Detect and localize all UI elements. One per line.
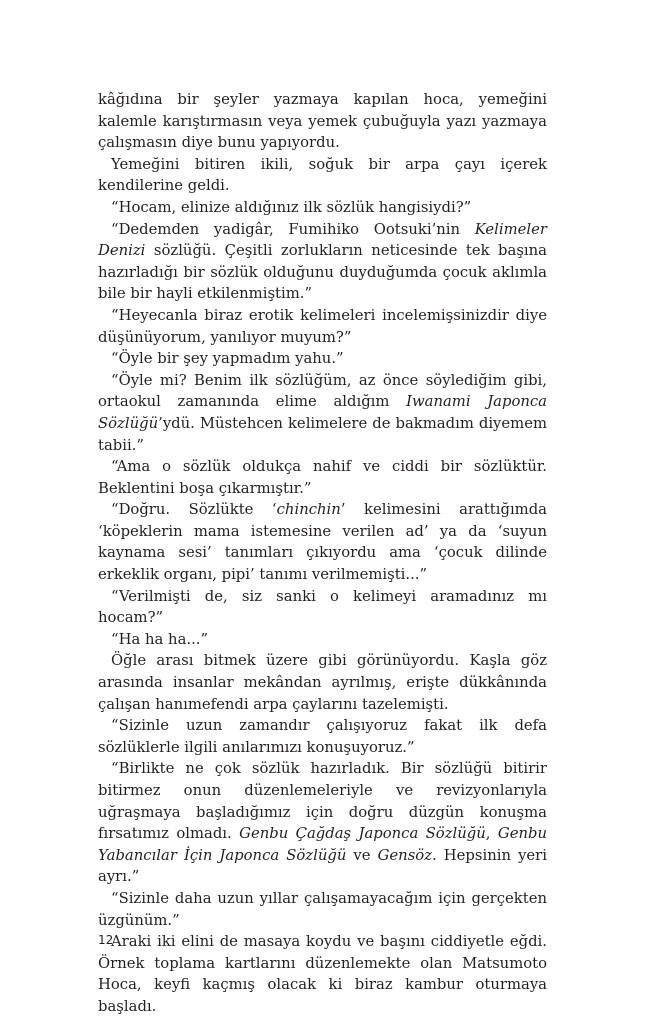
paragraph [98, 888, 547, 931]
italic-title-text: Gensöz [377, 846, 432, 864]
paragraph-text: sözlüğü. Çeşitli zorlukların neticesinde tek başına hazırladığı bir sözlük olduğunu duyduğumda çocuk aklımla bile bir hayli etkilenmiştim.” [98, 242, 547, 303]
paragraph-text: “Birlikte ne çok sözlük hazırladık. Bir sözlüğü bitirir bitirmez onun düzenlemeleriyle ve revizyonlarıyla uğraşmaya başladığımız için doğru düzgün konuşma fırsatımız olmadı. [98, 760, 547, 843]
paragraph [98, 629, 547, 651]
paragraph-text: ve [346, 846, 378, 864]
italic-title-text: chinchin [276, 501, 341, 519]
paragraph-text: “Verilmişti de, siz sanki o kelimeyi aramadınız mı hocam?” [98, 587, 547, 627]
paragraph [98, 650, 547, 715]
italic-title-text: Iwanami Japonca Sözlüğü [98, 393, 547, 432]
paragraph [98, 456, 547, 499]
paragraph-text: ’ydü. Müstehcen kelimelere de bakmadım diyemem tabii.” [98, 414, 547, 454]
paragraph-text: “Ha ha ha...” [111, 630, 209, 648]
paragraph [98, 931, 547, 1017]
italic-title-text: Genbu Çağdaş Japonca Sözlüğü [239, 825, 486, 843]
paragraph-text: “Sizinle uzun zamandır çalışıyoruz fakat ilk defa sözlüklerle ilgili anılarımızı konuşuyoruz.” [98, 717, 547, 756]
book-page-text [98, 89, 547, 1018]
paragraph-text: Öğle arası bitmek üzere gibi görünüyordu. Kaşla göz arasında insanlar mekândan ayrılmış, erişte dükkânında çalışan hanımefendi arpa çaylarını tazelemişti. [98, 652, 547, 713]
paragraph-text: “Öyle bir şey yapmadım yahu.” [111, 350, 344, 368]
paragraph [98, 715, 547, 758]
page-number: 12 [98, 933, 114, 947]
paragraph [98, 758, 547, 888]
paragraph [98, 305, 547, 348]
paragraph [98, 154, 547, 197]
paragraph-text: , [485, 825, 498, 843]
paragraph [98, 197, 547, 219]
paragraph-text: ’ kelimesini arattığımda ‘köpeklerin mama istemesine verilen ad’ ya da ‘suyun kaynama sesi’ tanımları çıkıyordu ama ‘çocuk dilinde erkeklik organı, pipi’ tanımı verilmemişti...” [98, 501, 547, 584]
italic-title-text: Kelimeler Denizi [98, 220, 547, 260]
paragraph-text: “Ama o sözlük oldukça nahif ve ciddi bir sözlüktür. Beklentini boşa çıkarmıştır.” [98, 458, 547, 497]
paragraph-text: “Doğru. Sözlükte ‘ [111, 501, 277, 519]
paragraph-text: “Sizinle daha uzun yıllar çalışamayacağım için gerçekten üzgünüm.” [98, 889, 547, 929]
paragraph [98, 499, 547, 585]
italic-title-text: Genbu Yabancılar İçin Japonca Sözlüğü [98, 825, 547, 864]
paragraph [98, 586, 547, 629]
paragraph [98, 219, 547, 305]
paragraph [98, 348, 547, 370]
paragraph-text: . Hepsinin yeri ayrı.” [98, 846, 547, 886]
paragraph-text: “Heyecanla biraz erotik kelimeleri incelemişsinizdir diye düşünüyorum, yanılıyor muyum?” [98, 306, 547, 346]
paragraph-text: Araki iki elini de masaya koydu ve başını ciddiyetle eğdi. Örnek toplama kartlarını düzenlemekte olan Matsumoto Hoca, keyfi kaçmış olacak ki biraz kambur oturmaya başladı. [98, 933, 547, 1015]
paragraph-text: “Öyle mi? Benim ilk sözlüğüm, az önce söylediğim gibi, ortaokul zamanında elime aldığım [98, 371, 547, 411]
paragraph-text: “Dedemden yadigâr, Fumihiko Ootsuki’nin [111, 220, 475, 238]
paragraph-text: Yemeğini bitiren ikili, soğuk bir arpa çayı içerek kendilerine geldi. [98, 155, 547, 195]
paragraph-text: kâğıdına bir şeyler yazmaya kapılan hoca, yemeğini kalemle karıştırmasın veya yemek çubuğuyla yazı yazmaya çalışmasın diye bunu yapıyordu. [98, 91, 547, 152]
paragraph-text: “Hocam, elinize aldığınız ilk sözlük hangisiydi?” [111, 198, 472, 216]
paragraph [98, 370, 547, 456]
paragraph [98, 89, 547, 154]
